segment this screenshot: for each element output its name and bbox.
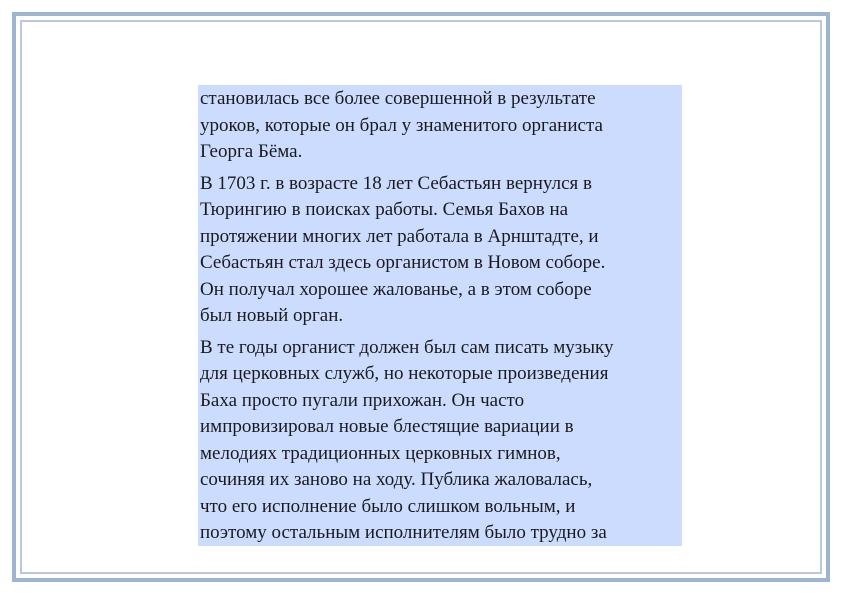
- text-line: был новый орган.: [200, 305, 344, 326]
- text-line: В те годы органист должен был сам писать музыку: [200, 336, 614, 358]
- text-box: [198, 85, 682, 546]
- paragraph-2: [200, 171, 676, 330]
- text-line: протяжении многих лет работала в Арнштадте, и: [200, 225, 599, 247]
- text-line: уроков, которые он брал у знаменитого органиста: [200, 114, 603, 136]
- text-line: импровизировал новые блестящие вариации в: [200, 416, 574, 437]
- text-line: сочиняя их заново на ходу. Публика жаловалась,: [200, 469, 593, 490]
- text-line: мелодиях традиционных церковных гимнов,: [200, 442, 561, 464]
- text-line: становилась все более совершенной в результате: [200, 88, 596, 109]
- text-line: Тюрингию в поисках работы. Семья Бахов на: [200, 199, 569, 220]
- text-line: что его исполнение было слишком вольным, и: [200, 495, 576, 517]
- paragraph-3: [200, 335, 676, 547]
- paragraph-1: [200, 86, 676, 166]
- text-line: поэтому остальным исполнителям было трудно за: [200, 522, 607, 543]
- text-line: для церковных служб, но некоторые произведения: [200, 363, 609, 384]
- text-line: В 1703 г. в возрасте 18 лет Себастьян вернулся в: [200, 172, 592, 194]
- text-line: Он получал хорошее жалованье, а в этом соборе: [200, 278, 592, 300]
- text-line: Баха просто пугали прихожан. Он часто: [200, 389, 525, 411]
- text-line: Себастьян стал здесь органистом в Новом соборе.: [200, 252, 606, 273]
- text-line: Георга Бёма.: [200, 141, 303, 162]
